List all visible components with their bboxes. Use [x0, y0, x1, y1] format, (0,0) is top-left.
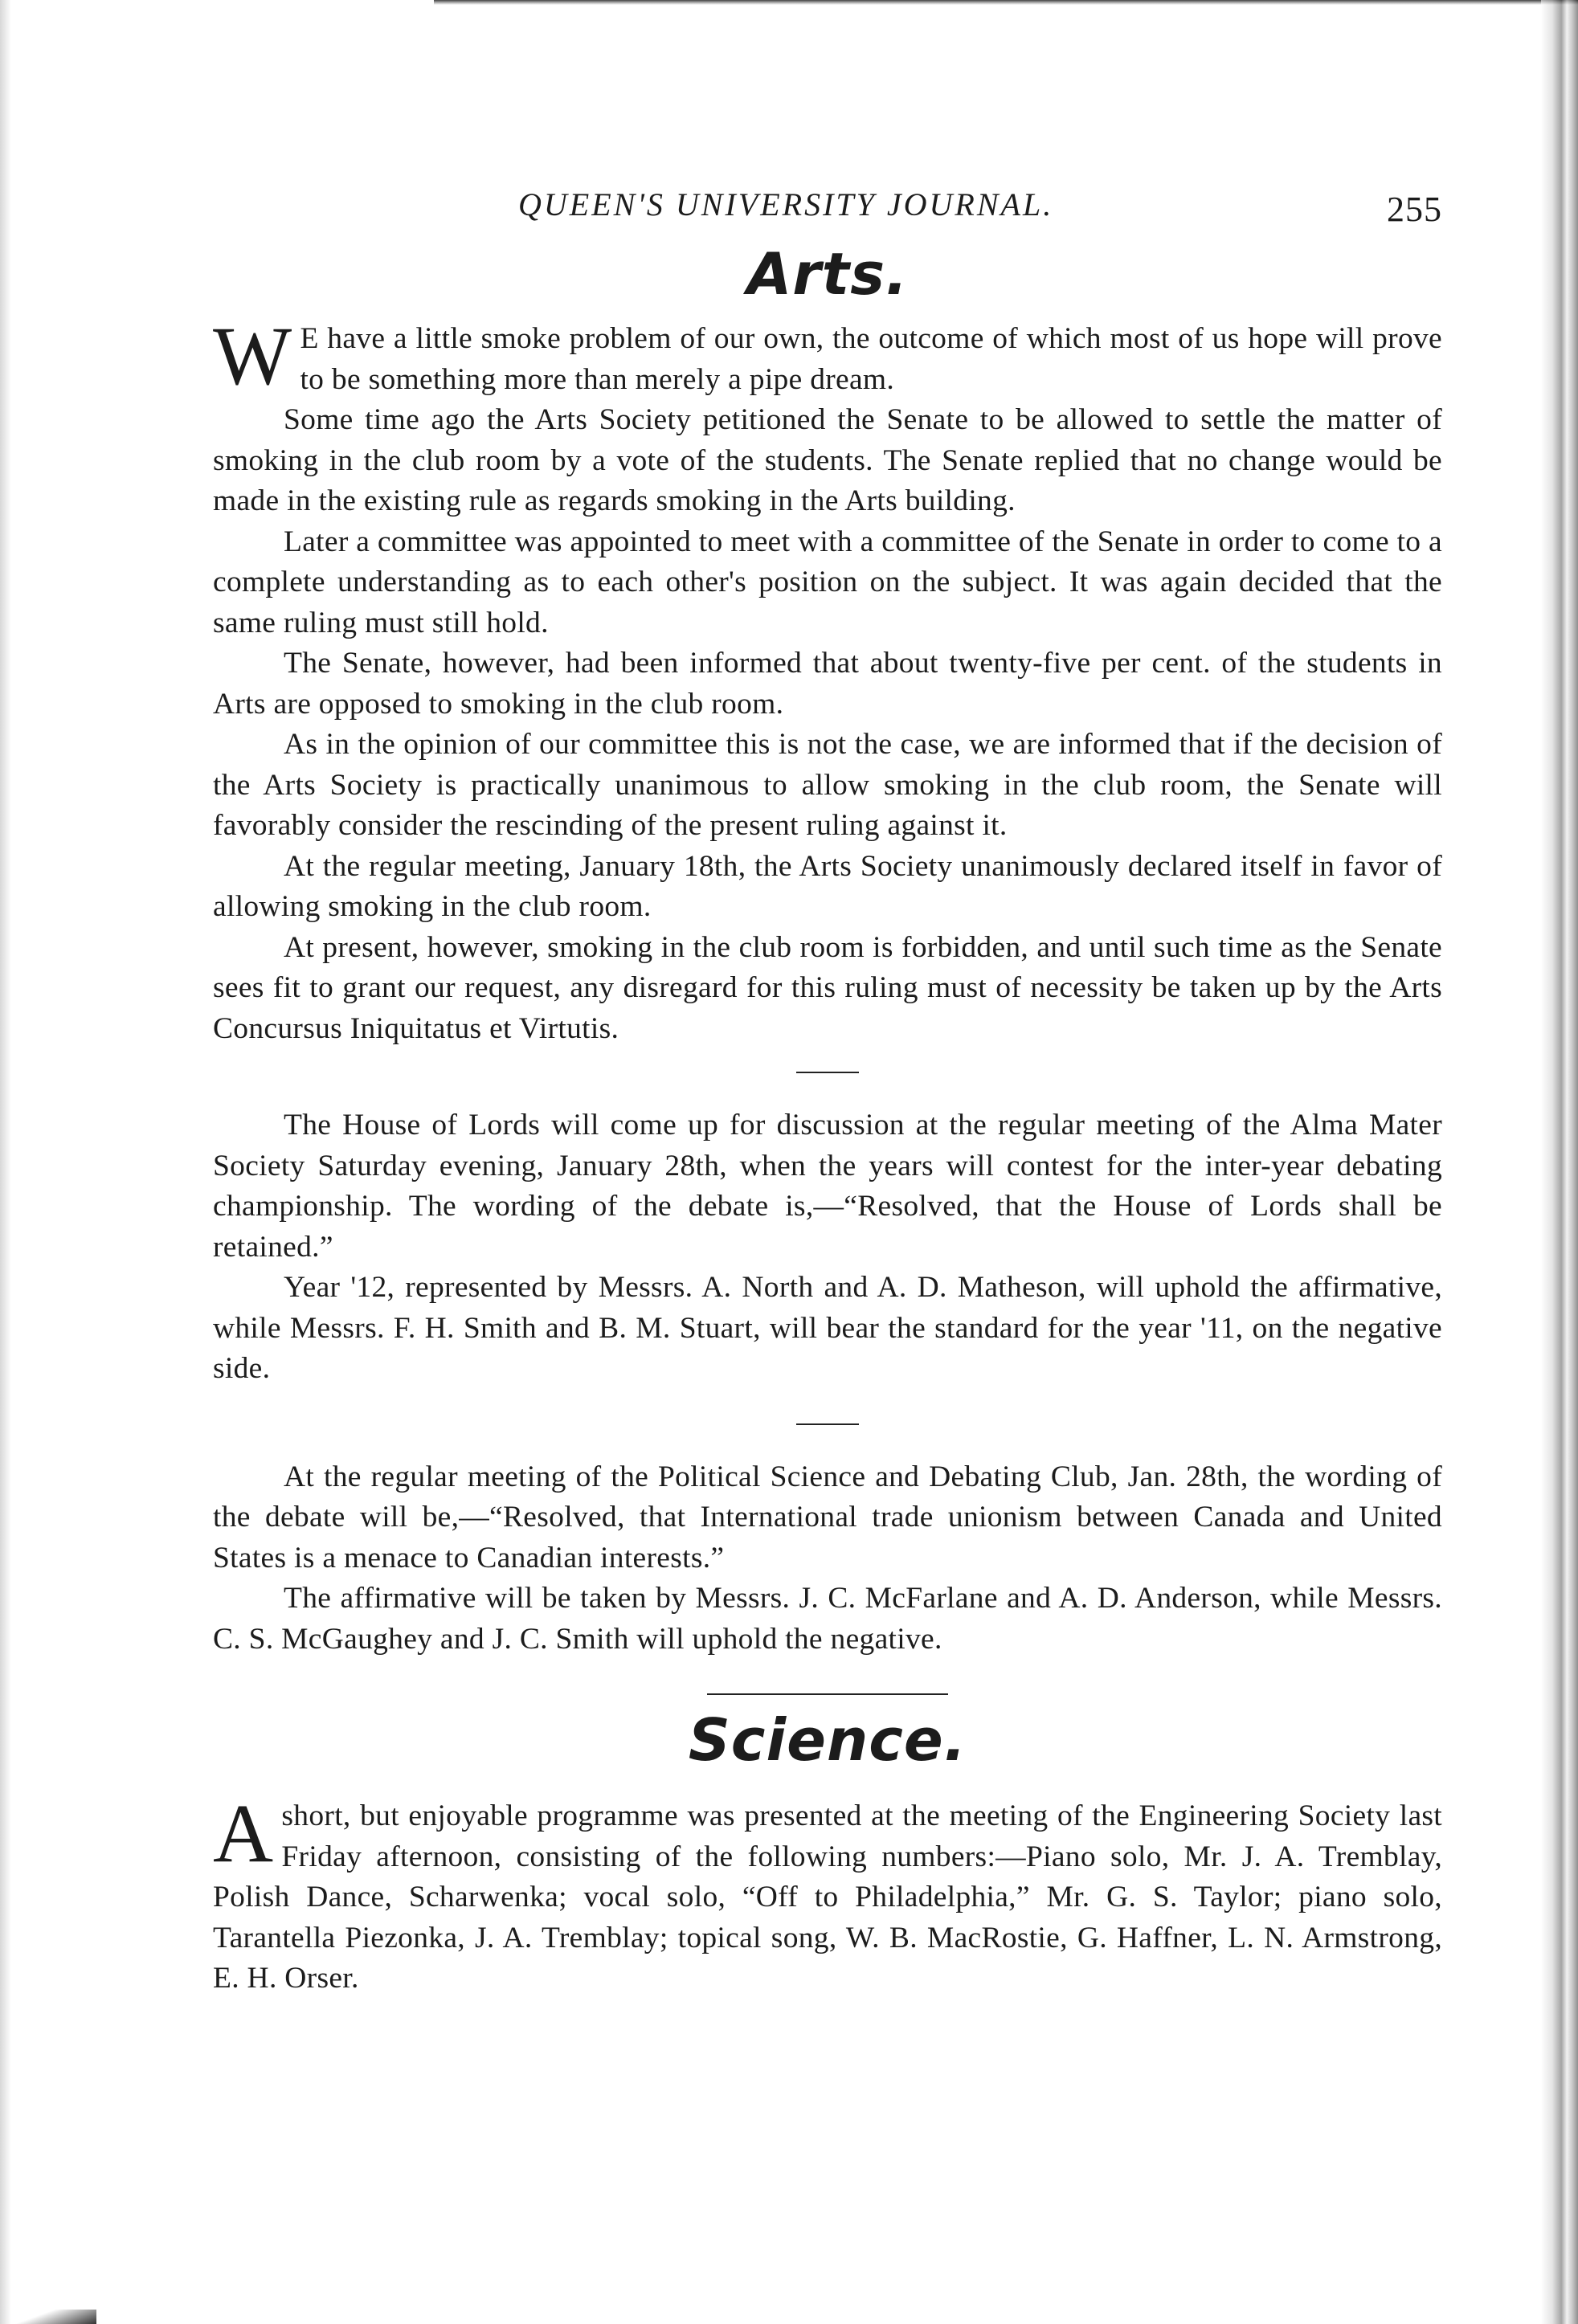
- arts-paragraph: Later a committee was appointed to meet with a committee of the Senate in order to come to a complete understanding as to each other's position on the subject. It was again decided that the same ruling must still hold.: [213, 525, 1442, 639]
- scan-edge-bottom: [0, 2310, 96, 2324]
- scan-edge-top: [434, 0, 1578, 5]
- journal-page: [213, 173, 1442, 1999]
- science-intro-text: short, but enjoyable programme was presented at the meeting of the Engineering Society last Friday afternoon, consisting of the following numbers:—Piano solo, Mr. J. A. Tremblay, Polish Dance, Scharwenka; vocal solo, “Off to Philadelphia,” Mr. G. S. Taylor; piano solo, Tarantella Piezonka, J. A. Tremblay; topical song, W. B. MacRostie, G. Haffner, L. N. Armstrong, E. H. Orser.: [213, 1799, 1442, 1995]
- debate-paragraph: The House of Lords will come up for discussion at the regular meeting of the Alma Mater Society Saturday evening, January 28th, when the years will contest for the inter-year debating championship. The wording of the debate is,—“Resolved, that the House of Lords shall be retained.”: [213, 1109, 1442, 1264]
- arts-paragraph: At the regular meeting, January 18th, the Arts Society unanimously declared itself in favor of allowing smoking in the club room.: [213, 849, 1442, 923]
- page-number: 255: [1387, 190, 1442, 229]
- science-intro-paragraph: [213, 1787, 1442, 1999]
- running-head: [213, 173, 1442, 237]
- arts-section: [213, 310, 1442, 1660]
- science-divider: [707, 1693, 948, 1695]
- science-heading: Science.: [688, 1706, 967, 1774]
- journal-title: QUEEN'S UNIVERSITY JOURNAL.: [518, 186, 1054, 223]
- section-divider: [796, 1423, 859, 1425]
- section-divider: [796, 1072, 859, 1073]
- debate-paragraph: Year '12, represented by Messrs. A. North and A. D. Matheson, will uphold the affirmative, while Messrs. F. H. Smith and B. M. Stuart, will bear the standard for the year '11, on the negative side.: [213, 1271, 1442, 1385]
- science-dropcap: A: [213, 1787, 274, 1880]
- scan-edge-left: [0, 0, 11, 2324]
- arts-paragraph: The Senate, however, had been informed that about twenty-five per cent. of the students in Arts are opposed to smoking in the club room.: [213, 647, 1442, 721]
- science-section: [213, 1787, 1442, 1999]
- club-paragraph: At the regular meeting of the Political Science and Debating Club, Jan. 28th, the wording of the debate will be,—“Resolved, that International trade unionism between Canada and United States is a menace to Canadian interests.”: [213, 1460, 1442, 1575]
- arts-heading: Arts.: [746, 240, 909, 308]
- arts-paragraph: Some time ago the Arts Society petitioned the Senate to be allowed to settle the matter of smoking in the club room by a vote of the students. The Senate replied that no change would be made in the existing rule as regards smoking in the Arts building.: [213, 403, 1442, 517]
- arts-dropcap: W: [213, 310, 292, 402]
- scan-edge-right: [1541, 0, 1578, 2324]
- club-paragraph: The affirmative will be taken by Messrs. J. C. McFarlane and A. D. Anderson, while Messrs. C. S. McGaughey and J. C. Smith will uphold the negative.: [213, 1582, 1442, 1656]
- arts-intro-paragraph: [213, 310, 1442, 402]
- arts-intro-text: E have a little smoke problem of our own, the outcome of which most of us hope will prove to be something more than merely a pipe dream.: [300, 322, 1442, 396]
- arts-paragraph: As in the opinion of our committee this is not the case, we are informed that if the decision of the Arts Society is practically unanimous to allow smoking in the club room, the Senate will favorably consider the rescinding of the present ruling against it.: [213, 728, 1442, 842]
- arts-paragraph: At present, however, smoking in the club room is forbidden, and until such time as the Senate sees fit to grant our request, any disregard for this ruling must of necessity be taken up by the Arts Concursus Iniquitatus et Virtutis.: [213, 930, 1442, 1045]
